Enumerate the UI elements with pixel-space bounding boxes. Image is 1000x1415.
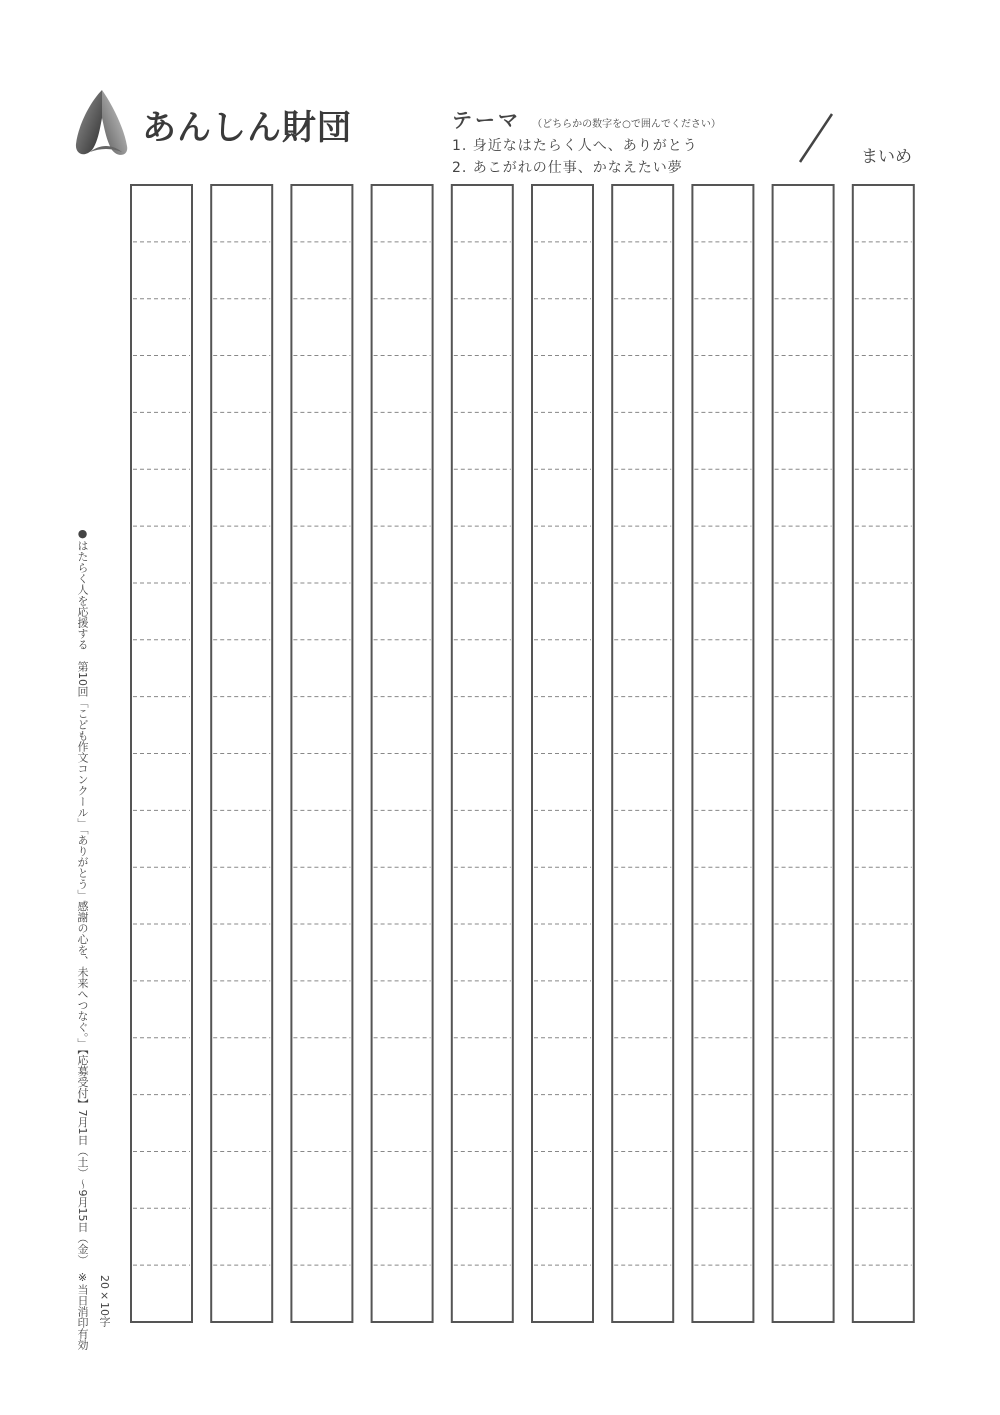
theme-title: テーマ: [452, 108, 521, 132]
page-count-label: まいめ: [861, 147, 912, 167]
contest-info-vertical: ●はたらく人を応援する 第10回「こども作文コンクール」「ありがとう」感謝の心を、未来へつなぐ。」【応募受付】7月1日（土）〜9月15日（金） ※当日消印有効: [76, 527, 89, 1350]
theme-option-1[interactable]: 1. 身近なはたらく人へ、ありがとう: [452, 138, 698, 154]
theme-instruction: （どちらかの数字を○で囲んでください）: [532, 119, 721, 130]
theme-option-2[interactable]: 2. あこがれの仕事、かなえたい夢: [452, 160, 683, 176]
brand-name: あんしん財団: [142, 108, 352, 148]
sheet-format-label: 20×10字: [98, 1275, 111, 1327]
